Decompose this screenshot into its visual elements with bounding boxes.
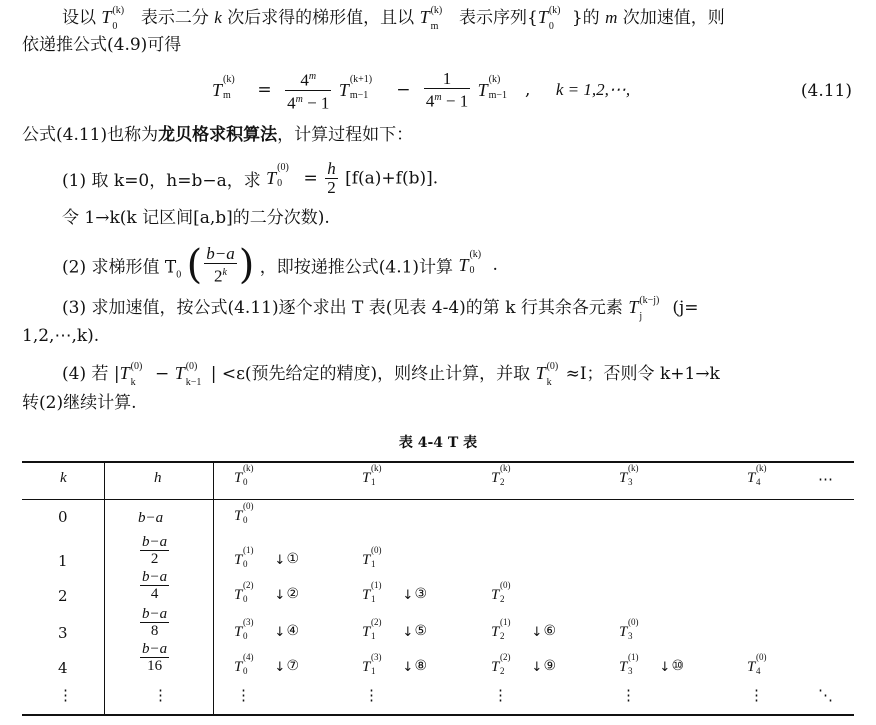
text: 次后求得的梯形值，且以 [227, 8, 415, 28]
ddots: ⋱ [818, 686, 833, 704]
formula-4-11: T (k) m = $\frac{4^m}{4^m - 1}$ T (k+1) m−1 − $\frac{1}{4^m - 1}$ T (k) m−1 , k = 1,2,⋯, [212, 68, 631, 113]
var-m: m [605, 8, 618, 27]
vdots: ⋮ [749, 686, 764, 704]
Tmk-symbol: T (k) m [419, 5, 443, 32]
interval-fraction: $\frac{b-a}{2^k}$ [206, 243, 235, 286]
T00-symbol: T (0) 0 [266, 162, 289, 189]
header-T1 [362, 463, 392, 487]
T-entry: T (k) 2 [491, 463, 511, 487]
header-more: ⋯ [818, 470, 833, 488]
text: − [155, 364, 170, 384]
step-number: ⑩ [671, 658, 685, 674]
Tk1-0-symbol: T (0) k−1 [174, 361, 202, 388]
vdots: ⋮ [153, 686, 168, 704]
text: 设以 [62, 8, 96, 28]
T-entry: T (1) 3 [619, 652, 639, 676]
text: | <ε(预先给定的精度)，则终止计算，并取 [210, 364, 531, 384]
vdots: ⋮ [364, 686, 379, 704]
T-cell [234, 545, 300, 569]
arrow-down-icon: ↓ [531, 660, 543, 675]
T-entry: T (0) 1 [362, 545, 382, 569]
text: (j= [672, 298, 699, 318]
step-number: ④ [286, 623, 300, 639]
T-entry: T (2) 0 [234, 580, 254, 604]
T-entry: T (3) 1 [362, 652, 382, 676]
Tmk-symbol: T (k) m [212, 73, 235, 101]
T-entry: T (3) 0 [234, 617, 254, 641]
T-cell [619, 617, 649, 641]
header-T3 [619, 463, 649, 487]
arrow-down-icon: ↓ [659, 660, 671, 675]
vdots: ⋮ [236, 686, 251, 704]
row-k: 0 [58, 508, 68, 526]
Tm1k-symbol: T (k) m−1 [477, 73, 508, 101]
T-entry: T (0) 4 [747, 652, 767, 676]
T-cell [362, 652, 428, 676]
T-entry: T (0) 2 [491, 580, 511, 604]
para1-line2: 依递推公式(4.9)可得 [22, 35, 182, 55]
arrow-down-icon: ↓ [274, 553, 286, 568]
T-cell [362, 580, 428, 604]
step1b: 令 1→k(k 记区间[a,b]的二分次数). [62, 208, 330, 228]
k-values: k = 1,2,⋯, [555, 80, 631, 100]
T0k-symbol: T (k) 0 [101, 5, 125, 32]
arrow-down-icon: ↓ [274, 588, 286, 603]
T-entry: T (4) 0 [234, 652, 254, 676]
T-entry: T (1) 0 [234, 545, 254, 569]
T-entry: T (0) 0 [234, 501, 254, 525]
vdots: ⋮ [493, 686, 508, 704]
T-cell [234, 652, 300, 676]
step4-line1 [62, 361, 720, 388]
T-cell [619, 652, 685, 676]
Tjk-j-symbol: T (k−j) j [628, 295, 660, 322]
text: [f(a)+f(b)]. [345, 168, 439, 189]
row-k: 3 [58, 624, 68, 642]
T-entry: T (k) 3 [619, 463, 639, 487]
row-k: 4 [58, 659, 68, 677]
T0k-symbol: T (k) 0 [458, 248, 482, 276]
table-header-rule [22, 499, 854, 500]
T-cell [491, 617, 557, 641]
text: 表示序列{ [459, 8, 538, 28]
arrow-down-icon: ↓ [402, 625, 414, 640]
coef-fraction-2: $\frac{1}{4^m - 1}$ [425, 68, 469, 111]
algorithm-name: 龙贝格求积算法 [158, 125, 278, 145]
row-h: $\frac{b-a}{4}$ [142, 569, 168, 602]
vdots: ⋮ [621, 686, 636, 704]
text: ，即按递推公式(4.1)计算 [259, 257, 454, 278]
arrow-down-icon: ↓ [402, 588, 414, 603]
text: 公式(4.11)也称为 [22, 125, 159, 145]
table-top-rule [22, 461, 854, 463]
arrow-down-icon: ↓ [274, 625, 286, 640]
var-k: k [214, 8, 222, 27]
T0k-symbol: T (k) 0 [537, 5, 561, 32]
row-h: $\frac{b-a}{2}$ [142, 534, 168, 567]
T-entry: T (1) 1 [362, 580, 382, 604]
text: ，计算过程如下： [277, 125, 414, 145]
table-col-divider-2 [213, 463, 214, 714]
row-k: 2 [58, 587, 68, 605]
text: (1) 取 k=0，h=b−a，求 [62, 171, 261, 191]
Tk0-symbol: T (0) k [535, 361, 559, 388]
text: (4) 若 | [62, 364, 120, 384]
step-number: ② [286, 586, 300, 602]
T-cell [491, 652, 557, 676]
T-entry: T (k) 0 [234, 463, 254, 487]
step-number: ⑧ [414, 658, 428, 674]
T-entry: T (0) 3 [619, 617, 639, 641]
step-number: ③ [414, 586, 428, 602]
T-cell [234, 501, 264, 525]
equation-number: (4.11) [800, 81, 852, 101]
step-number: ① [286, 551, 300, 567]
arrow-down-icon: ↓ [274, 660, 286, 675]
step1: (1) 取 k=0，h=b−a，求 T (0) 0 = $\frac{h}{2}$ [f(a)+f(b)]. [62, 159, 439, 197]
para2 [22, 124, 413, 146]
step-number: ⑨ [543, 658, 557, 674]
para1-line1 [62, 5, 725, 32]
row-k: 1 [58, 552, 68, 570]
header-h: h [154, 470, 162, 486]
T-cell [234, 580, 300, 604]
step4-line2: 转(2)继续计算. [22, 393, 137, 413]
row-h: b−a [138, 510, 164, 526]
T-entry: T (2) 1 [362, 617, 382, 641]
coef-fraction-1: $\frac{4^m}{4^m - 1}$ [287, 70, 330, 113]
row-h: $\frac{b-a}{8}$ [142, 606, 168, 639]
table-bottom-rule [22, 714, 854, 716]
T-cell [234, 617, 300, 641]
text: 表示二分 [140, 8, 209, 28]
step3-line1 [62, 295, 699, 322]
T-cell [362, 545, 392, 569]
step-number: ⑥ [543, 623, 557, 639]
T-cell [491, 580, 521, 604]
step3-line2: 1,2,⋯,k). [22, 326, 100, 346]
text: (2) 求梯形值 T [62, 257, 177, 278]
vdots: ⋮ [58, 686, 73, 704]
T-entry: T (k) 1 [362, 463, 382, 487]
arrow-down-icon: ↓ [402, 660, 414, 675]
header-T0 [234, 463, 264, 487]
header-T2 [491, 463, 521, 487]
text: 次加速值，则 [622, 8, 725, 28]
T-entry: T (k) 4 [747, 463, 767, 487]
T-cell [362, 617, 428, 641]
text: }的 [571, 8, 600, 28]
row-h: $\frac{b-a}{16}$ [142, 641, 168, 674]
Tm1k1-symbol: T (k+1) m−1 [338, 73, 373, 101]
step-number: ⑤ [414, 623, 428, 639]
step-number: ⑦ [286, 658, 300, 674]
arrow-down-icon: ↓ [531, 625, 543, 640]
T-entry: T (1) 2 [491, 617, 511, 641]
text: (3) 求加速值，按公式(4.11)逐个求出 T 表(见表 4-4)的第 k 行其余各元素 [62, 298, 623, 318]
text: ≈I；否则令 k+1→k [565, 364, 720, 384]
header-k: k [60, 470, 67, 486]
header-T4 [747, 463, 777, 487]
h-over-2: $\frac{h}{2}$ [327, 159, 336, 197]
Tk0-symbol: T (0) k [119, 361, 143, 388]
step2: (2) 求梯形值 $T_0$ ( $\frac{b-a}{2^k}$ ) ，即按递推公式(4.1)计算 T (k) 0 . [62, 242, 498, 288]
table-caption: 表 4-4 T 表 [398, 435, 478, 451]
table-col-divider-1 [104, 463, 105, 714]
T-cell [747, 652, 777, 676]
T-entry: T (2) 2 [491, 652, 511, 676]
